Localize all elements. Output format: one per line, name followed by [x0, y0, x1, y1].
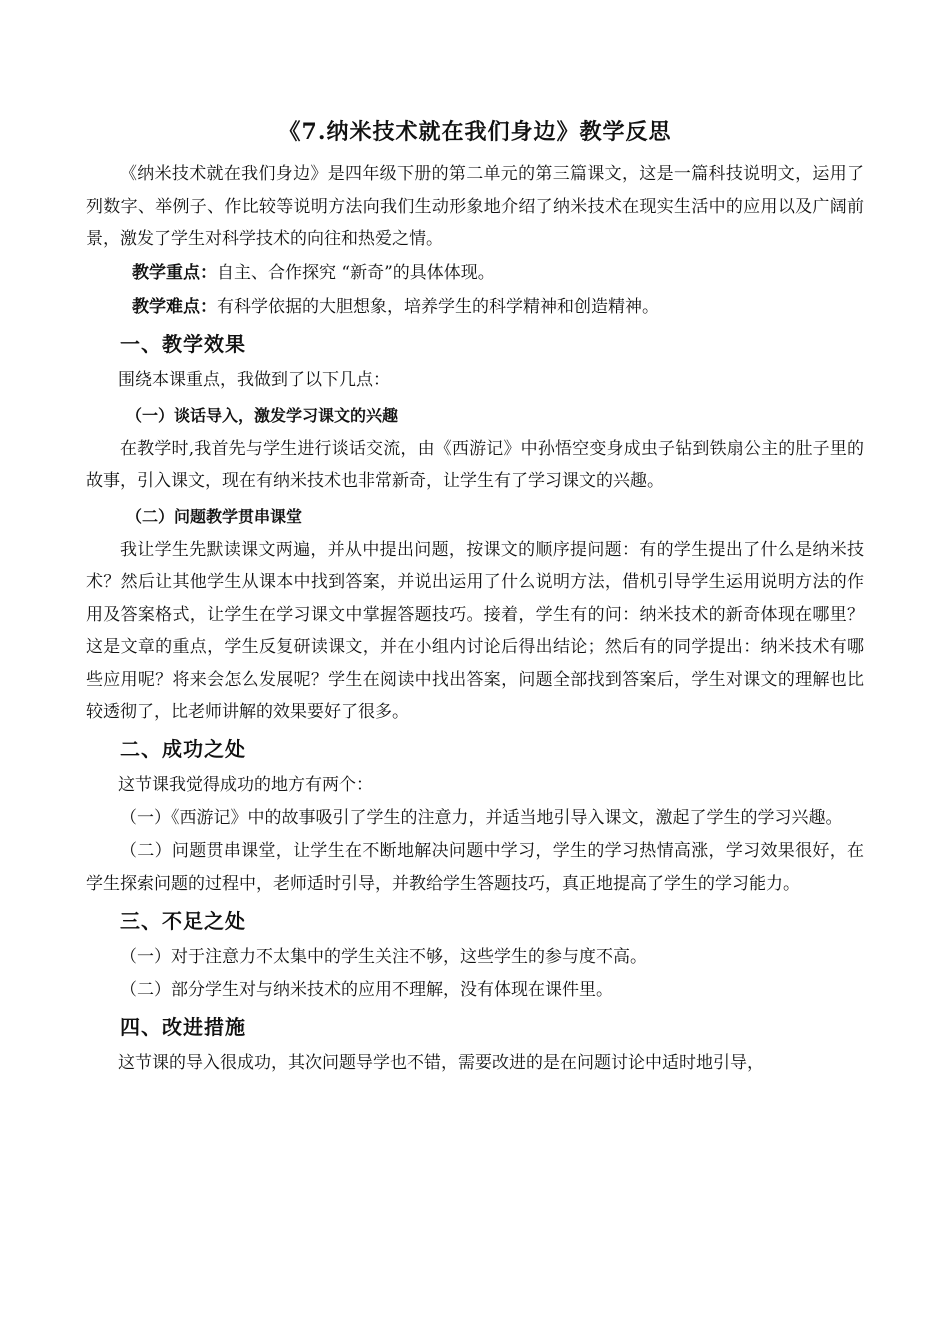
key-point-text: 自主、合作探究 “新奇”的具体体现。 — [217, 262, 495, 283]
sub-heading-question-teaching: （二）问题教学贯串课堂 — [126, 506, 303, 526]
section2-lead: 这节课我觉得成功的地方有两个： — [118, 774, 373, 795]
section1-sub2-text: 我让学生先默读课文两遍，并从中提出问题，按课文的顺序提问题：有的学生提出了什么是纳米技术？然后让其他学生从课本中找到答案，并说出运用了什么说明方法，借机引导学生运用说明方法的作用及答案格式，让学生在学习课文中掌握答题技巧。接着，学生有的问：纳米技术的新奇体现在哪里？这是文章的重点，学生反复研读课文，并在小组内讨论后得出结论；然后有的同学提出：纳米技术有哪些应用呢？将来会怎么发展呢？学生在阅读中找出答案，问题全部找到答案后，学生对课文的理解也比较透彻了，比老师讲解的效果要好了很多。 — [86, 539, 864, 722]
document-title: 《7.纳米技术就在我们身边》教学反思 — [278, 119, 672, 145]
intro-paragraph: 《纳米技术就在我们身边》是四年级下册的第二单元的第三篇课文，这是一篇科技说明文，运用了列数字、举例子、作比较等说明方法向我们生动形象地介绍了纳米技术在现实生活中的应用以及广阔前景，激发了学生对科学技术的向往和热爱之情。 — [86, 164, 864, 249]
section3-item-2: （二）部分学生对与纳米技术的应用不理解，没有体现在课件里。 — [120, 979, 613, 1000]
section-heading-shortcomings: 三、不足之处 — [120, 908, 246, 933]
section-heading-effect: 一、教学效果 — [120, 331, 246, 356]
section4-text: 这节课的导入很成功，其次问题导学也不错，需要改进的是在问题讨论中适时地引导， — [118, 1052, 764, 1073]
key-point-line — [86, 256, 864, 290]
difficulty-line — [86, 290, 864, 324]
difficulty-text: 有科学依据的大胆想象，培养学生的科学精神和创造精神。 — [217, 296, 659, 317]
section2-item-1: （一）《西游记》中的故事吸引了学生的注意力，并适当地引导入课文，激起了学生的学习兴趣。 — [120, 807, 843, 828]
document-page — [86, 112, 864, 1080]
difficulty-label: 教学难点： — [132, 296, 217, 317]
section-heading-success: 二、成功之处 — [120, 736, 246, 761]
section-heading-improvement: 四、改进措施 — [120, 1014, 246, 1039]
sub-heading-intro-talk: （一）谈话导入，激发学习课文的兴趣 — [126, 405, 399, 425]
section2-item-2: （二）问题贯串课堂，让学生在不断地解决问题中学习，学生的学习热情高涨，学习效果很好，在学生探索问题的过程中，老师适时引导，并教给学生答题技巧，真正地提高了学生的学习能力。 — [86, 840, 864, 894]
section1-lead: 围绕本课重点，我做到了以下几点： — [118, 369, 390, 390]
key-point-label: 教学重点： — [132, 262, 217, 283]
section3-item-1: （一）对于注意力不太集中的学生关注不够，这些学生的参与度不高。 — [120, 946, 647, 967]
section1-sub1-text: 在教学时,我首先与学生进行谈话交流，由《西游记》中孙悟空变身成虫子钻到铁扇公主的肚子里的故事，引入课文，现在有纳米技术也非常新奇，让学生有了学习课文的兴趣。 — [86, 438, 864, 491]
